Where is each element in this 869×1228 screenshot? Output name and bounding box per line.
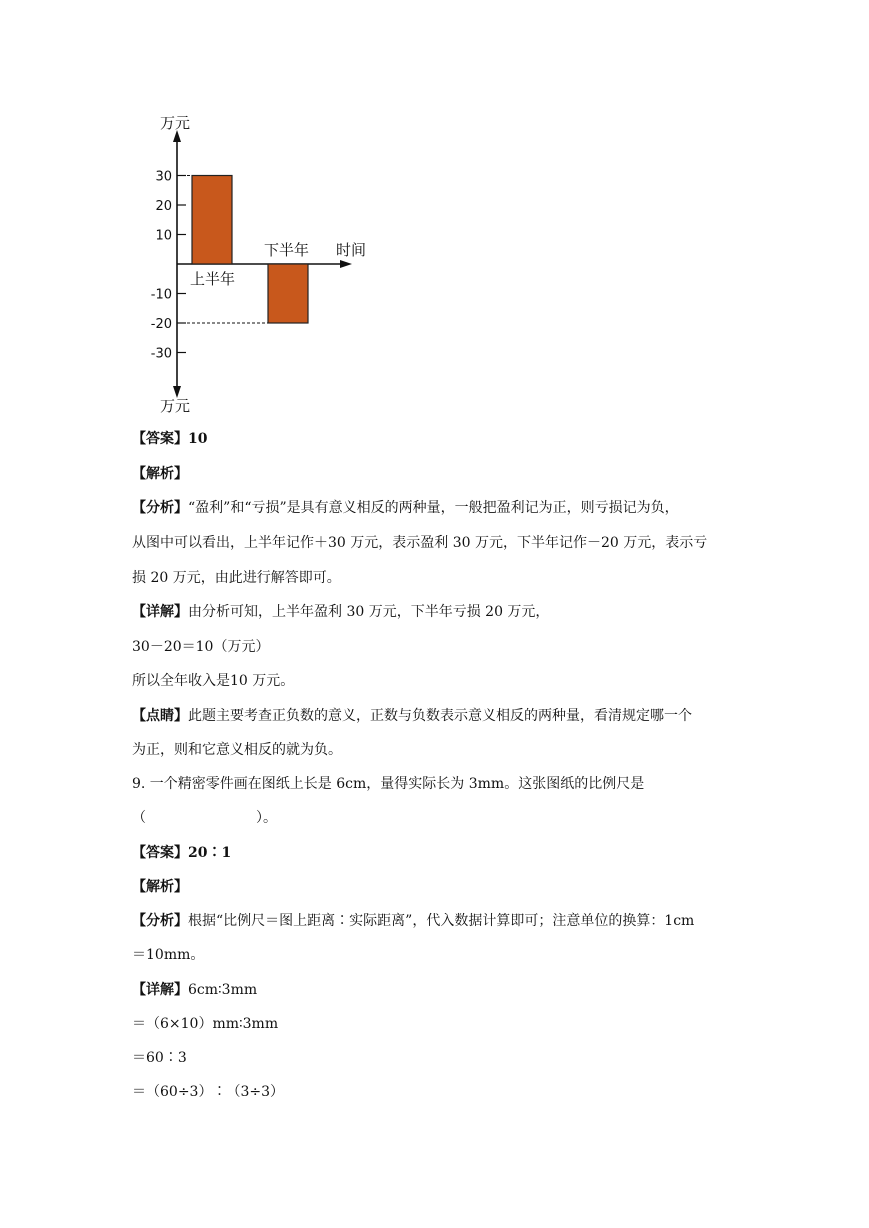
q9-analysis-heading: 【解析】 <box>132 879 188 895</box>
q9-step-2: ＝（6×10）mm∶3mm <box>132 1016 279 1032</box>
category-label-first-half: 上半年 <box>190 270 236 288</box>
q9-question-line-1: 9. 一个精密零件画在图纸上长是 6cm，量得实际长为 3mm。这张图纸的比例尺是 <box>132 776 645 792</box>
y-tick-label: 30 <box>155 169 172 185</box>
q8-result: 所以全年收入是10 万元。 <box>132 673 295 689</box>
x-axis-arrow <box>340 260 352 268</box>
q8-detail-line-1: 【详解】由分析可知，上半年盈利 30 万元，下半年亏损 20 万元， <box>132 604 550 620</box>
q9-detail-line-1: 【详解】6cm∶3mm <box>132 982 258 998</box>
q8-answer: 【答案】10 <box>132 431 208 447</box>
q9-step-3: ＝60∶3 <box>132 1050 187 1066</box>
q8-fenxi-line-1: 【分析】“盈利”和“亏损”是具有意义相反的两种量，一般把盈利记为正，则亏损记为负， <box>132 500 679 516</box>
y-unit-label-top: 万元 <box>160 114 191 132</box>
q9-question-line-2: （ ）。 <box>132 810 277 826</box>
q9-fenxi-line-1: 【分析】根据“比例尺＝图上距离∶实际距离”，代入数据计算即可；注意单位的换算：1cm <box>132 913 695 929</box>
y-unit-label-bottom: 万元 <box>160 397 191 415</box>
y-tick-label: 20 <box>155 199 172 214</box>
bar-2 <box>268 264 308 323</box>
q8-dianjing-line-2: 为正，则和它意义相反的就为负。 <box>132 742 342 758</box>
q8-calculation: 30－20＝10（万元） <box>132 639 270 655</box>
category-label-second-half: 下半年 <box>264 241 310 259</box>
y-tick-label: -10 <box>150 287 172 303</box>
y-tick-label: 10 <box>155 228 172 244</box>
q9-fenxi-line-2: ＝10mm。 <box>132 947 205 963</box>
y-tick-label: -20 <box>150 317 172 332</box>
x-axis-label: 时间 <box>336 241 367 259</box>
profit-loss-chart <box>140 108 380 418</box>
y-tick-label: -30 <box>150 346 172 362</box>
q8-fenxi-line-2: 从图中可以看出，上半年记作＋30 万元，表示盈利 30 万元，下半年记作－20 万元，表示亏 <box>132 535 708 551</box>
bar-1 <box>192 176 232 265</box>
q8-fenxi-line-3: 损 20 万元，由此进行解答即可。 <box>132 570 341 586</box>
q8-analysis-heading: 【解析】 <box>132 466 188 482</box>
q9-answer: 【答案】20∶1 <box>132 845 232 861</box>
q8-dianjing-line-1: 【点睛】此题主要考查正负数的意义，正数与负数表示意义相反的两种量，看清规定哪一个 <box>132 708 692 724</box>
q9-step-4: ＝（60÷3）∶（3÷3） <box>132 1084 284 1100</box>
